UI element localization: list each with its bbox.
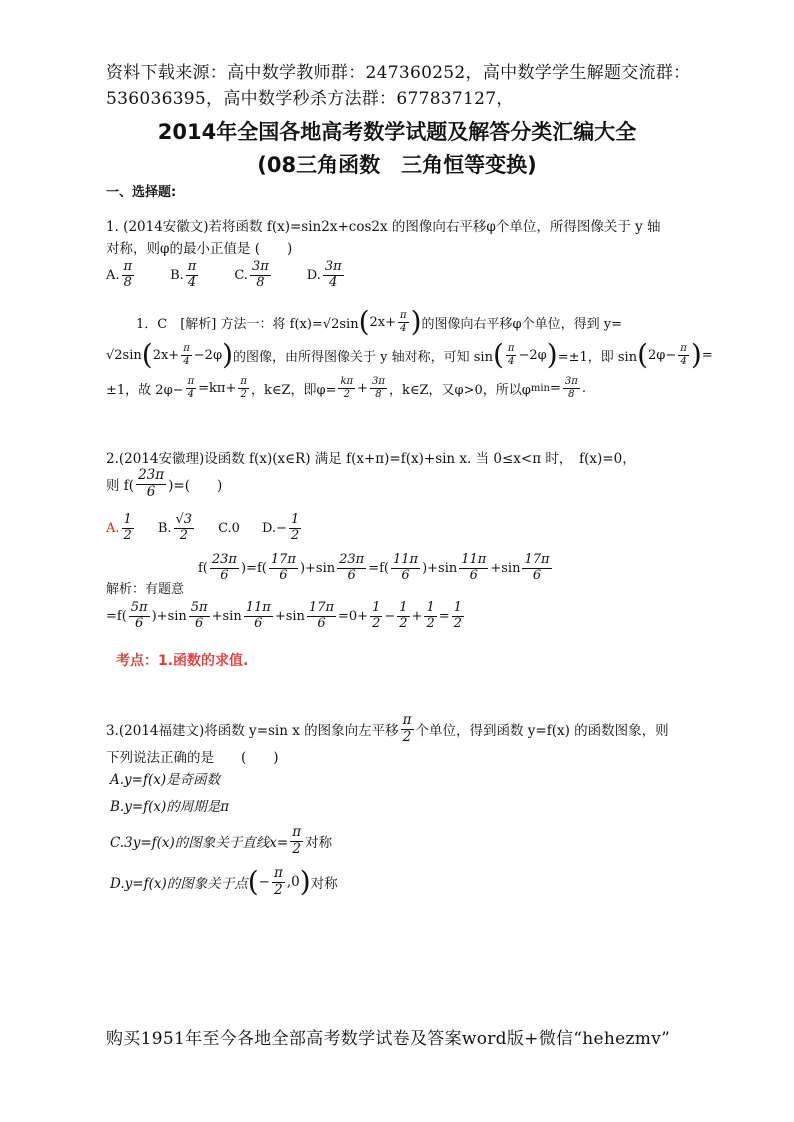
- q2-option-d: D.− $\frac{1}{2}$: [261, 512, 300, 543]
- q1-stem-line1: 1. (2014安徽文)若将函数 f(x)=sin2x+cos2x 的图像向右平移φ个单位，所得图像关于 y 轴: [106, 219, 661, 235]
- q2-option-a: A. $\frac{1}{2}$: [106, 512, 132, 543]
- q2-stem-line2: 则 f( $\frac{23\pi}{6}$ )=( ): [106, 467, 223, 500]
- q2-option-b: B. $\frac{√3}{2}$: [157, 512, 193, 543]
- q1-solution-line1: 1．C [解析] 方法一：将 f(x)=√2sin ( 2x+ $\frac{\pi}{4}$ ) 的图像向右平移φ个单位，得到 y=: [136, 305, 622, 338]
- q1-options: [106, 260, 346, 291]
- header-line-2: 536036395，高中数学秒杀方法群：677837127，: [106, 89, 514, 109]
- q3-option-a: A.y=f(x)是奇函数: [110, 772, 221, 788]
- q2-key-point: 考点：1.函数的求值.: [116, 653, 249, 669]
- header-line-1: 资料下载来源：高中数学教师群：247360252，高中数学学生解题交流群：: [106, 63, 691, 83]
- q3-stem-line2: 下列说法正确的是 ( ): [106, 750, 279, 766]
- q2-analysis-line2: =f( $\frac{5\pi}{6}$ )+sin $\frac{5\pi}{6}$ +sin $\frac{11\pi}{6}$ +sin $\frac{17\pi}{6}$ =0+ $\frac{1}{2}$ − $\frac{1}{2}$ + $\frac{1}{2}$ = $\frac{1}{2}$: [106, 600, 462, 631]
- q3-option-d: D.y=f(x)的图象关于点 ( − $\frac{\pi}{2}$ ,0 ) 对称: [110, 865, 338, 899]
- q3-option-c: C.3y=f(x)的图象关于直线x= $\frac{\pi}{2}$ 对称: [110, 824, 333, 857]
- q1-option-a: A. $\frac{\pi}{8}$: [106, 259, 133, 290]
- q3-option-b: B.y=f(x)的周期是π: [110, 799, 230, 815]
- page-subtitle: (08三角函数 三角恒等变换): [257, 153, 537, 177]
- q3-stem-line1: 3.(2014福建文)将函数 y=sin x 的图象向左平移 $\frac{\pi}{2}$ 个单位，得到函数 y=f(x) 的函数图象，则: [106, 712, 669, 745]
- q1-stem-line2: 对称，则φ的最小正值是 ( ): [106, 241, 293, 257]
- footer-note: 购买1951年至今各地全部高考数学试卷及答案word版+微信“hehezmv”: [106, 1029, 671, 1049]
- q1-option-c: C. $\frac{3\pi}{8}$: [234, 259, 269, 290]
- q2-options: [106, 513, 303, 544]
- q1-solution-line3: ±1，故 2φ− $\frac{\pi}{4}$ =kπ+ $\frac{\pi}{2}$ ，k∈Z，即φ= $\frac{k\pi}{2}$ + $\frac{3\pi}{8}$ ，k∈Z，又φ>0，所以φ min = $\frac{3\pi}{8}$ .: [106, 376, 586, 400]
- q2-analysis-line1: f( $\frac{23\pi}{6}$ )=f( $\frac{17\pi}{6}$ )+sin $\frac{23\pi}{6}$ =f( $\frac{11\pi}{6}$ )+sin $\frac{11\pi}{6}$ +sin $\frac{17\pi}{6}$: [198, 552, 550, 583]
- q2-stem-line1: 2.(2014安徽理)设函数 f(x)(x∈R) 满足 f(x+π)=f(x)+sin x. 当 0≤x<π 时， f(x)=0，: [106, 451, 636, 467]
- q1-option-b: B. $\frac{\pi}{4}$: [170, 259, 197, 290]
- page-title: 2014年全国各地高考数学试题及解答分类汇编大全: [157, 120, 637, 144]
- q2-analysis-label: 解析：有题意: [106, 582, 185, 597]
- q2-option-c: C.0: [218, 520, 240, 536]
- q1-option-d: D. $\frac{3\pi}{4}$: [306, 259, 342, 290]
- section-heading: 一、选择题:: [106, 185, 177, 200]
- q1-solution-line2: √2sin ( 2x+ $\frac{\pi}{4}$ −2φ ) 的图像，由所得图像关于 y 轴对称，可知 sin ( $\frac{\pi}{4}$ −2φ ) =±1，即 sin ( 2φ− $\frac{\pi}{4}$ ) =: [106, 338, 713, 371]
